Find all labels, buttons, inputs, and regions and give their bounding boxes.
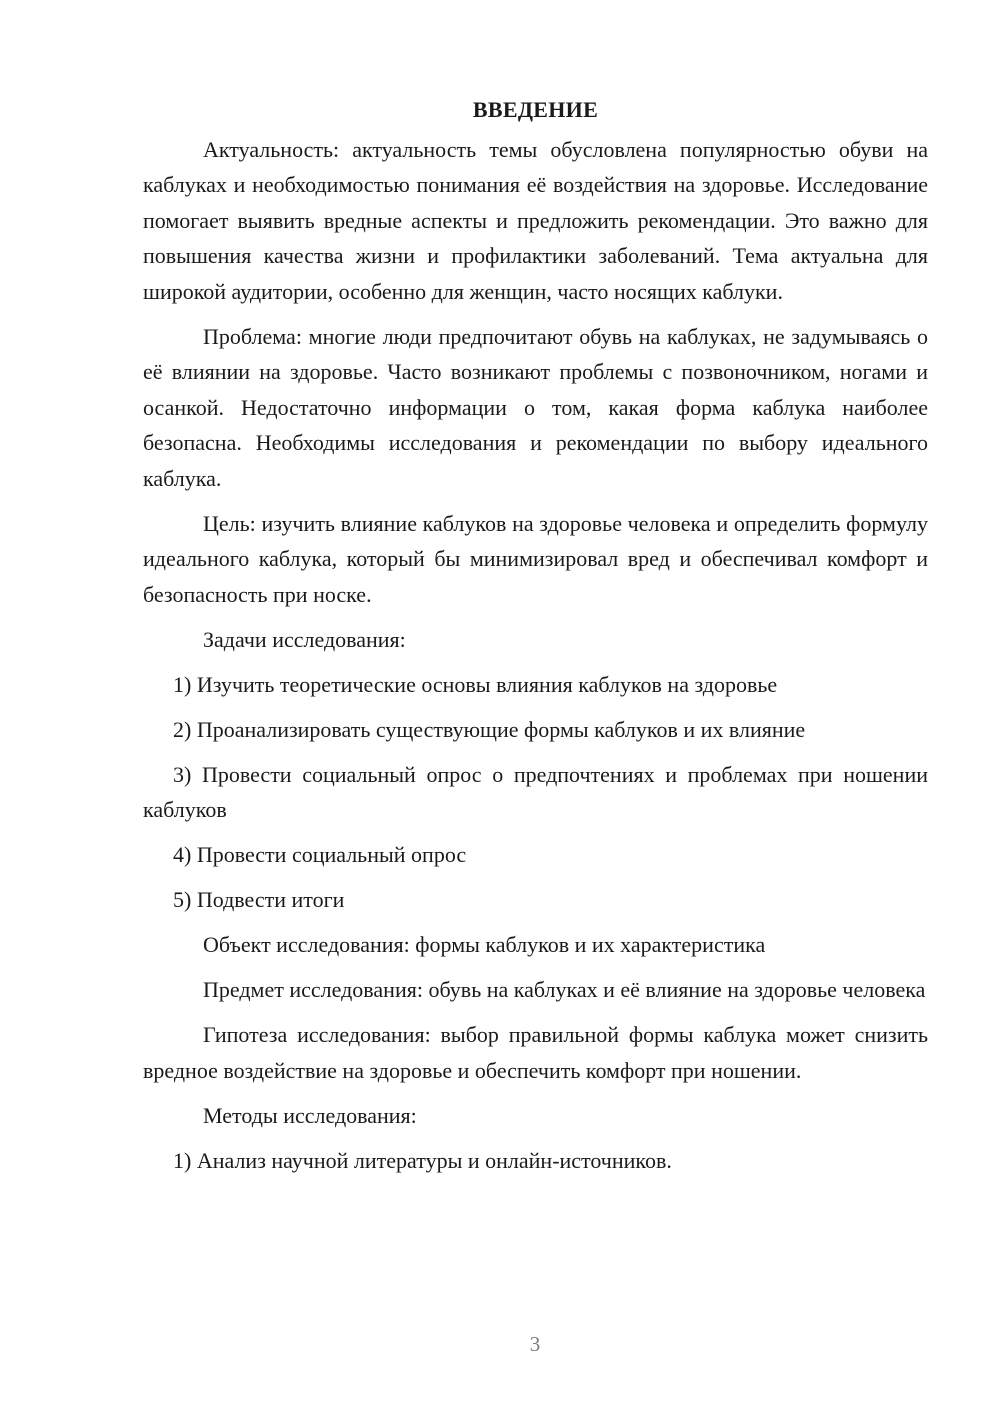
method-item-1: 1) Анализ научной литературы и онлайн-источников.: [173, 1147, 672, 1173]
page-number: 3: [529, 1332, 541, 1356]
task-item-2: 2) Проанализировать существующие формы каблуков и их влияние: [173, 716, 806, 742]
goal-paragraph: Цель: изучить влияние каблуков на здоровье человека и определить формулу идеального каблука, который бы минимизировал вред и обеспечивал комфорт и безопасность при носке.: [143, 510, 928, 607]
page-content: [143, 92, 928, 1188]
section-title: ВВЕДЕНИЕ: [472, 97, 599, 122]
object-paragraph: Объект исследования: формы каблуков и их характеристика: [203, 932, 766, 957]
methods-heading: Методы исследования:: [203, 1102, 417, 1128]
problem-paragraph: Проблема: многие люди предпочитают обувь на каблуках, не задумываясь о её влиянии на здоровье. Часто возникают проблемы с позвоночником, ногами и осанкой. Недостаточно информации о том, какая форма каблука наиболее безопасна. Необходимы исследования и рекомендации по выбору идеального каблука.: [143, 323, 928, 491]
relevance-paragraph: Актуальность: актуальность темы обусловлена популярностью обуви на каблуках и необходимостью понимания её воздействия на здоровье. Исследование помогает выявить вредные аспекты и предложить рекомендации. Это важно для повышения качества жизни и профилактики заболеваний. Тема актуальна для широкой аудитории, особенно для женщин, часто носящих каблуки.: [143, 136, 928, 304]
task-item-5: 5) Подвести итоги: [173, 887, 345, 912]
tasks-heading: Задачи исследования:: [203, 626, 406, 652]
hypothesis-paragraph: Гипотеза исследования: выбор правильной формы каблука может снизить вредное воздействие на здоровье и обеспечить комфорт при ношении.: [143, 1022, 928, 1083]
subject-paragraph: Предмет исследования: обувь на каблуках и её влияние на здоровье человека: [203, 977, 926, 1002]
task-item-3: 3) Провести социальный опрос о предпочтениях и проблемах при ношении каблуков: [143, 761, 928, 822]
task-item-1: 1) Изучить теоретические основы влияния каблуков на здоровье: [173, 671, 778, 697]
task-item-4: 4) Провести социальный опрос: [173, 842, 467, 867]
